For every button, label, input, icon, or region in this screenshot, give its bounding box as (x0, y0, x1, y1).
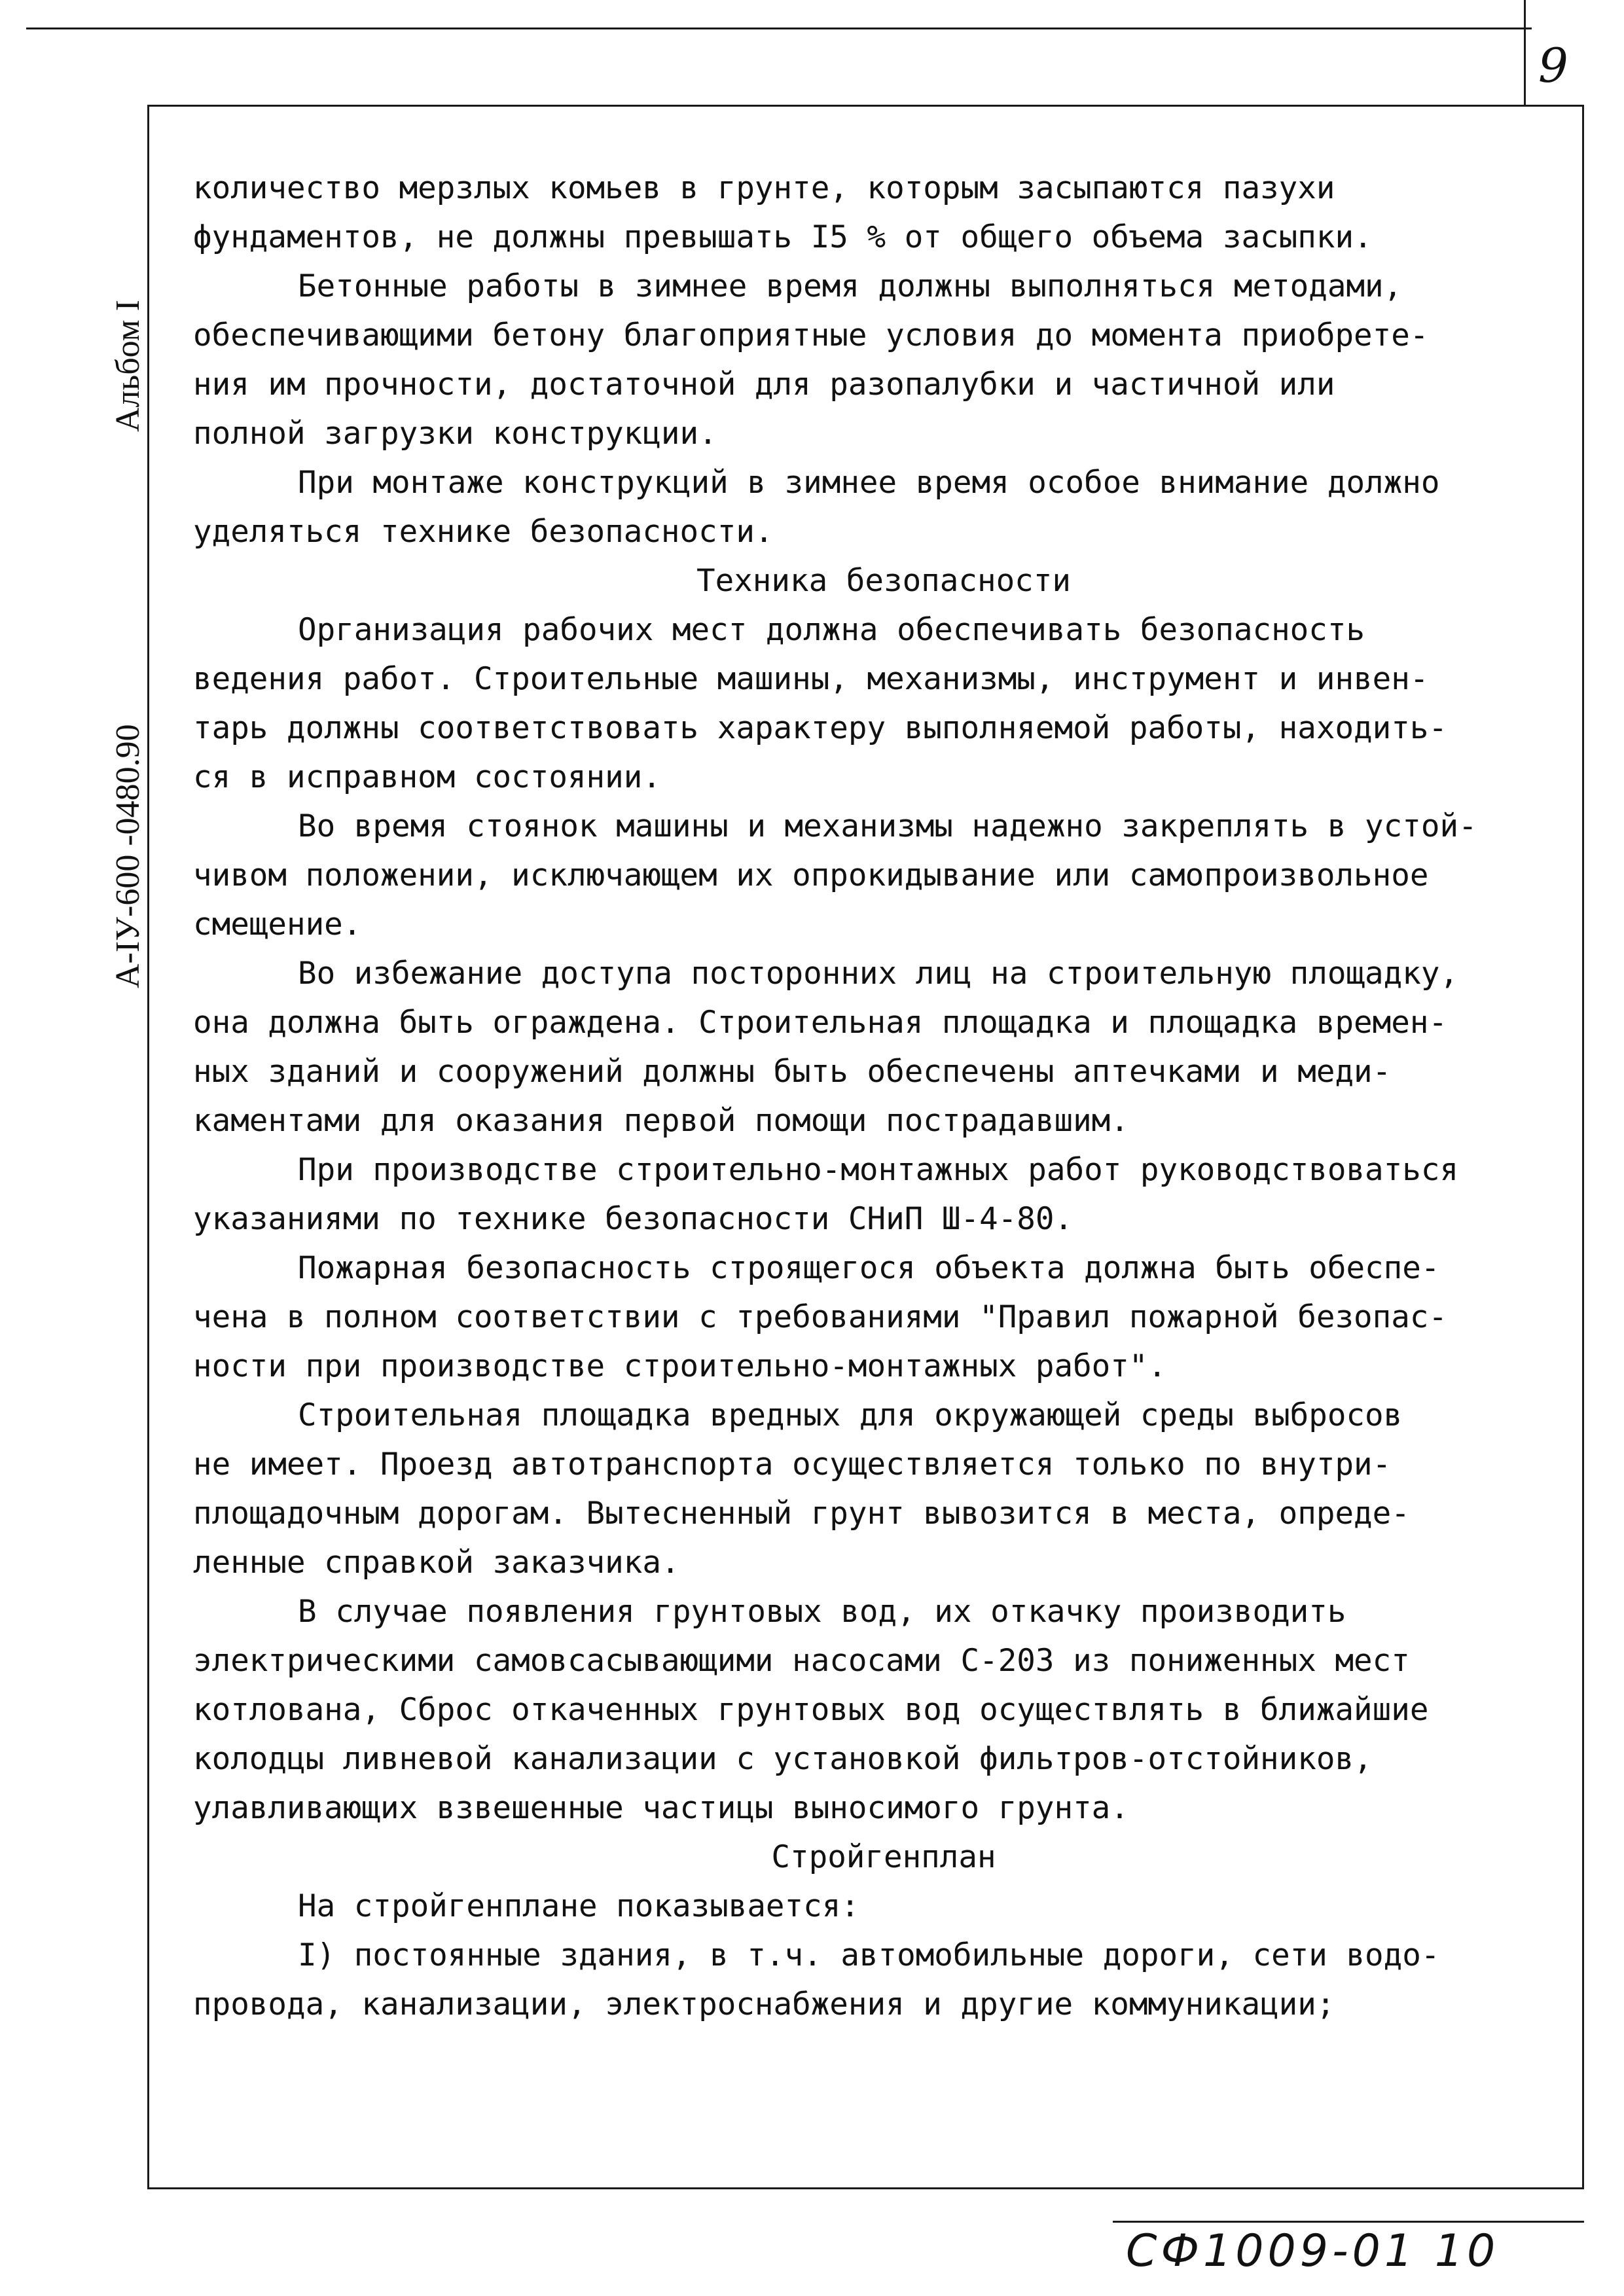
text-line: полной загрузки конструкции. (193, 416, 717, 452)
text-line: колодцы ливневой канализации с установкой фильтров-отстойников, (193, 1741, 1373, 1777)
text-line: каментами для оказания первой помощи пострадавшим. (193, 1103, 1129, 1139)
top-rule (26, 27, 1532, 29)
text-line: количество мерзлых комьев в грунте, которым засыпаются пазухи (193, 170, 1335, 206)
page-number: 9 (1538, 38, 1568, 93)
text-line: Пожарная безопасность строящегося объекта должна быть обеспе- (298, 1250, 1440, 1286)
text-line: Во избежание доступа посторонних лиц на строительную площадку, (298, 956, 1459, 992)
text-line: Строительная площадка вредных для окружающей среды выбросов (298, 1397, 1403, 1433)
body-text (193, 164, 1555, 2029)
text-line: ся в исправном состоянии. (193, 759, 661, 795)
side-label-code: А-IУ-600 -0480.90 (109, 724, 147, 988)
text-line: не имеет. Проезд автотранспорта осуществляется только по внутри- (193, 1446, 1392, 1482)
text-line: ния им прочности, достаточной для разопалубки и частичной или (193, 367, 1335, 403)
text-line: При производстве строительно-монтажных работ руководствоваться (298, 1152, 1459, 1188)
text-line: Бетонные работы в зимнее время должны выполняться методами, (298, 268, 1403, 304)
text-line: ных зданий и сооружений должны быть обеспечены аптечками и меди- (193, 1054, 1392, 1090)
text-line: На стройгенплане показывается: (298, 1888, 859, 1924)
sheet-code: СФ1009-01 10 (1126, 2225, 1500, 2277)
text-line: фундаментов, не должны превышать I5 % от общего объема засыпки. (193, 219, 1373, 255)
text-line: чена в полном соответствии с требованиями "Правил пожарной безопас- (193, 1299, 1448, 1335)
text-line: тарь должны соответствовать характеру выполняемой работы, находить- (193, 710, 1448, 746)
text-line: площадочным дорогам. Вытесненный грунт вывозится в места, опреде- (193, 1496, 1410, 1532)
section-heading: Техника безопасности (696, 563, 1071, 599)
text-line: котлована, Сброс откаченных грунтовых вод осуществлять в ближайшие (193, 1692, 1429, 1728)
text-line: улавливающих взвешенные частицы выносимого грунта. (193, 1790, 1129, 1826)
text-line: она должна быть ограждена. Строительная площадка и площадка времен- (193, 1005, 1448, 1041)
text-line: Во время стоянок машины и механизмы надежно закреплять в устой- (298, 808, 1477, 844)
text-line: ности при производстве строительно-монтажных работ". (193, 1348, 1167, 1384)
page-number-box-divider (1524, 0, 1526, 105)
text-line: В случае появления грунтовых вод, их откачку производить (298, 1594, 1346, 1630)
side-label-album: Альбом I (109, 300, 147, 432)
text-line: смещение. (193, 906, 362, 942)
section-heading: Стройгенплан (771, 1839, 996, 1875)
text-line: I) постоянные здания, в т.ч. автомобильные дороги, сети водо- (298, 1937, 1440, 1973)
text-line: электрическими самовсасывающими насосами С-203 из пониженных мест (193, 1643, 1410, 1679)
text-line: ведения работ. Строительные машины, механизмы, инструмент и инвен- (193, 661, 1429, 697)
bottom-rule (1113, 2221, 1584, 2223)
text-line: обеспечивающими бетону благоприятные условия до момента приобрете- (193, 317, 1429, 353)
text-line: При монтаже конструкций в зимнее время особое внимание должно (298, 465, 1440, 501)
text-line: чивом положении, исключающем их опрокидывание или самопроизвольное (193, 857, 1429, 893)
text-line: уделяться технике безопасности. (193, 514, 774, 550)
text-line: Организация рабочих мест должна обеспечивать безопасность (298, 612, 1365, 648)
text-line: ленные справкой заказчика. (193, 1545, 680, 1581)
text-line: указаниями по технике безопасности СНиП Ш-4-80. (193, 1201, 1074, 1237)
text-line: провода, канализации, электроснабжения и другие коммуникации; (193, 1986, 1335, 2022)
